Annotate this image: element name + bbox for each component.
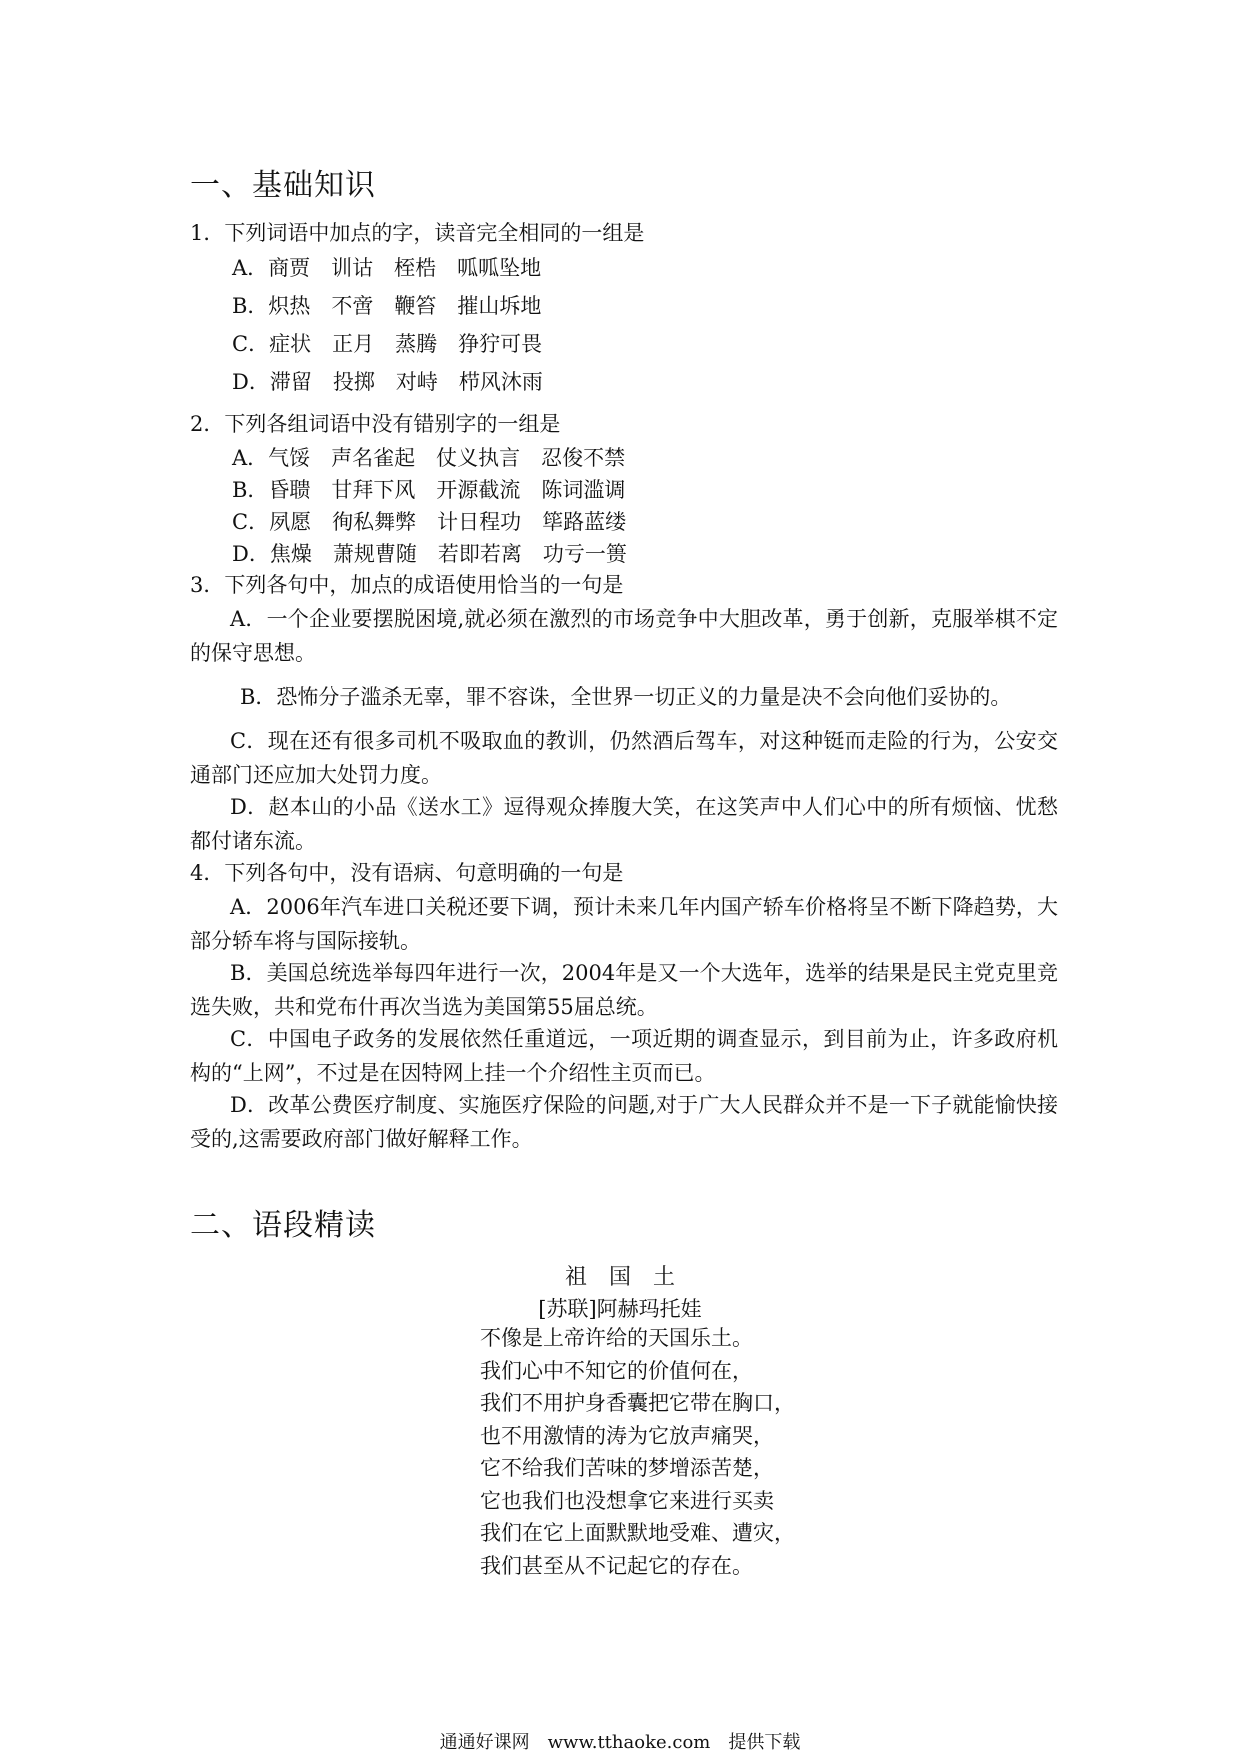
question-1-option-a: A．商贾 训诂 桎梏 呱呱坠地 (232, 256, 542, 280)
poem-line: 我们甚至从不记起它的存在。 (480, 1553, 753, 1578)
section-1-heading: 一、基础知识 (190, 168, 376, 203)
question-2-option-b: B．昏聩 甘拜下风 开源截流 陈词滥调 (232, 478, 626, 502)
poem-line: 它不给我们苦味的梦增添苦楚， (480, 1456, 774, 1480)
question-4-stem: 4．下列各句中，没有语病、句意明确的一句是 (190, 861, 624, 885)
poem-line: 我们不用护身香囊把它带在胸口， (480, 1391, 795, 1415)
poem-title: 祖 国 土 (564, 1265, 675, 1290)
question-2-option-a: A．气馁 声名雀起 仗义执言 忍俊不禁 (232, 446, 626, 470)
question-3-stem: 3．下列各句中，加点的成语使用恰当的一句是 (190, 573, 624, 597)
poem-line: 也不用激情的涛为它放声痛哭， (480, 1423, 774, 1448)
question-1-option-c: C．症状 正月 蒸腾 狰狞可畏 (232, 332, 543, 356)
question-3-option-d: D．赵本山的小品《送水工》逗得观众捧腹大笑，在这笑声中人们心中的所有烦恼、忧愁都付诸东流。 (190, 795, 1058, 853)
question-2-option-c: C．夙愿 徇私舞弊 计日程功 筚路蓝缕 (232, 510, 627, 534)
poem-line: 它也我们也没想拿它来进行买卖 (480, 1488, 774, 1513)
question-2-option-d: D．焦燥 萧规曹随 若即若离 功亏一篑 (232, 542, 627, 566)
section-2-heading: 二、语段精读 (190, 1208, 376, 1243)
poem-line: 不像是上帝许给的天国乐土。 (480, 1326, 753, 1350)
question-3-option-b: B．恐怖分子滥杀无辜，罪不容诛，全世界一切正义的力量是决不会向他们妥协的。 (240, 685, 1012, 709)
question-4-option-a: A．2006年汽车进口关税还要下调，预计未来几年内国产轿车价格将呈不断下降趋势，大部分轿车将与国际接轨。 (190, 895, 1058, 953)
question-1-option-d: D．滞留 投掷 对峙 栉风沐雨 (232, 370, 543, 394)
poem-line: 我们心中不知它的价值何在， (480, 1358, 753, 1383)
question-4-option-b: B．美国总统选举每四年进行一次，2004年是又一个大选年，选举的结果是民主党克里竞选失败，共和党布什再次当选为美国第55届总统。 (190, 961, 1058, 1019)
question-3-option-a: A．一个企业要摆脱困境,就必须在激烈的市场竞争中大胆改革，勇于创新，克服举棋不定的保守思想。 (190, 607, 1058, 665)
question-4-option-c: C．中国电子政务的发展依然任重道远，一项近期的调查显示，到目前为止，许多政府机构的“上网”，不过是在因特网上挂一个介绍性主页而已。 (190, 1027, 1058, 1085)
question-1-option-b: B．炽热 不啻 鞭笞 摧山坼地 (232, 294, 542, 318)
poem-body (480, 1322, 795, 1582)
question-2-stem: 2．下列各组词语中没有错别字的一组是 (190, 412, 561, 436)
question-3-option-c: C．现在还有很多司机不吸取血的教训，仍然酒后驾车，对这种铤而走险的行为，公安交通部门还应加大处罚力度。 (190, 729, 1058, 787)
question-1-stem: 1．下列词语中加点的字，读音完全相同的一组是 (190, 221, 645, 245)
page-footer: 通通好课网 www.tthaoke.com 提供下载 (439, 1732, 801, 1753)
poem-author: [苏联]阿赫玛托娃 (538, 1297, 702, 1321)
poem-line: 我们在它上面默默地受难、遭灾， (480, 1521, 795, 1545)
question-4-option-d: D．改革公费医疗制度、实施医疗保险的问题,对于广大人民群众并不是一下子就能愉快接受的,这需要政府部门做好解释工作。 (190, 1093, 1058, 1151)
